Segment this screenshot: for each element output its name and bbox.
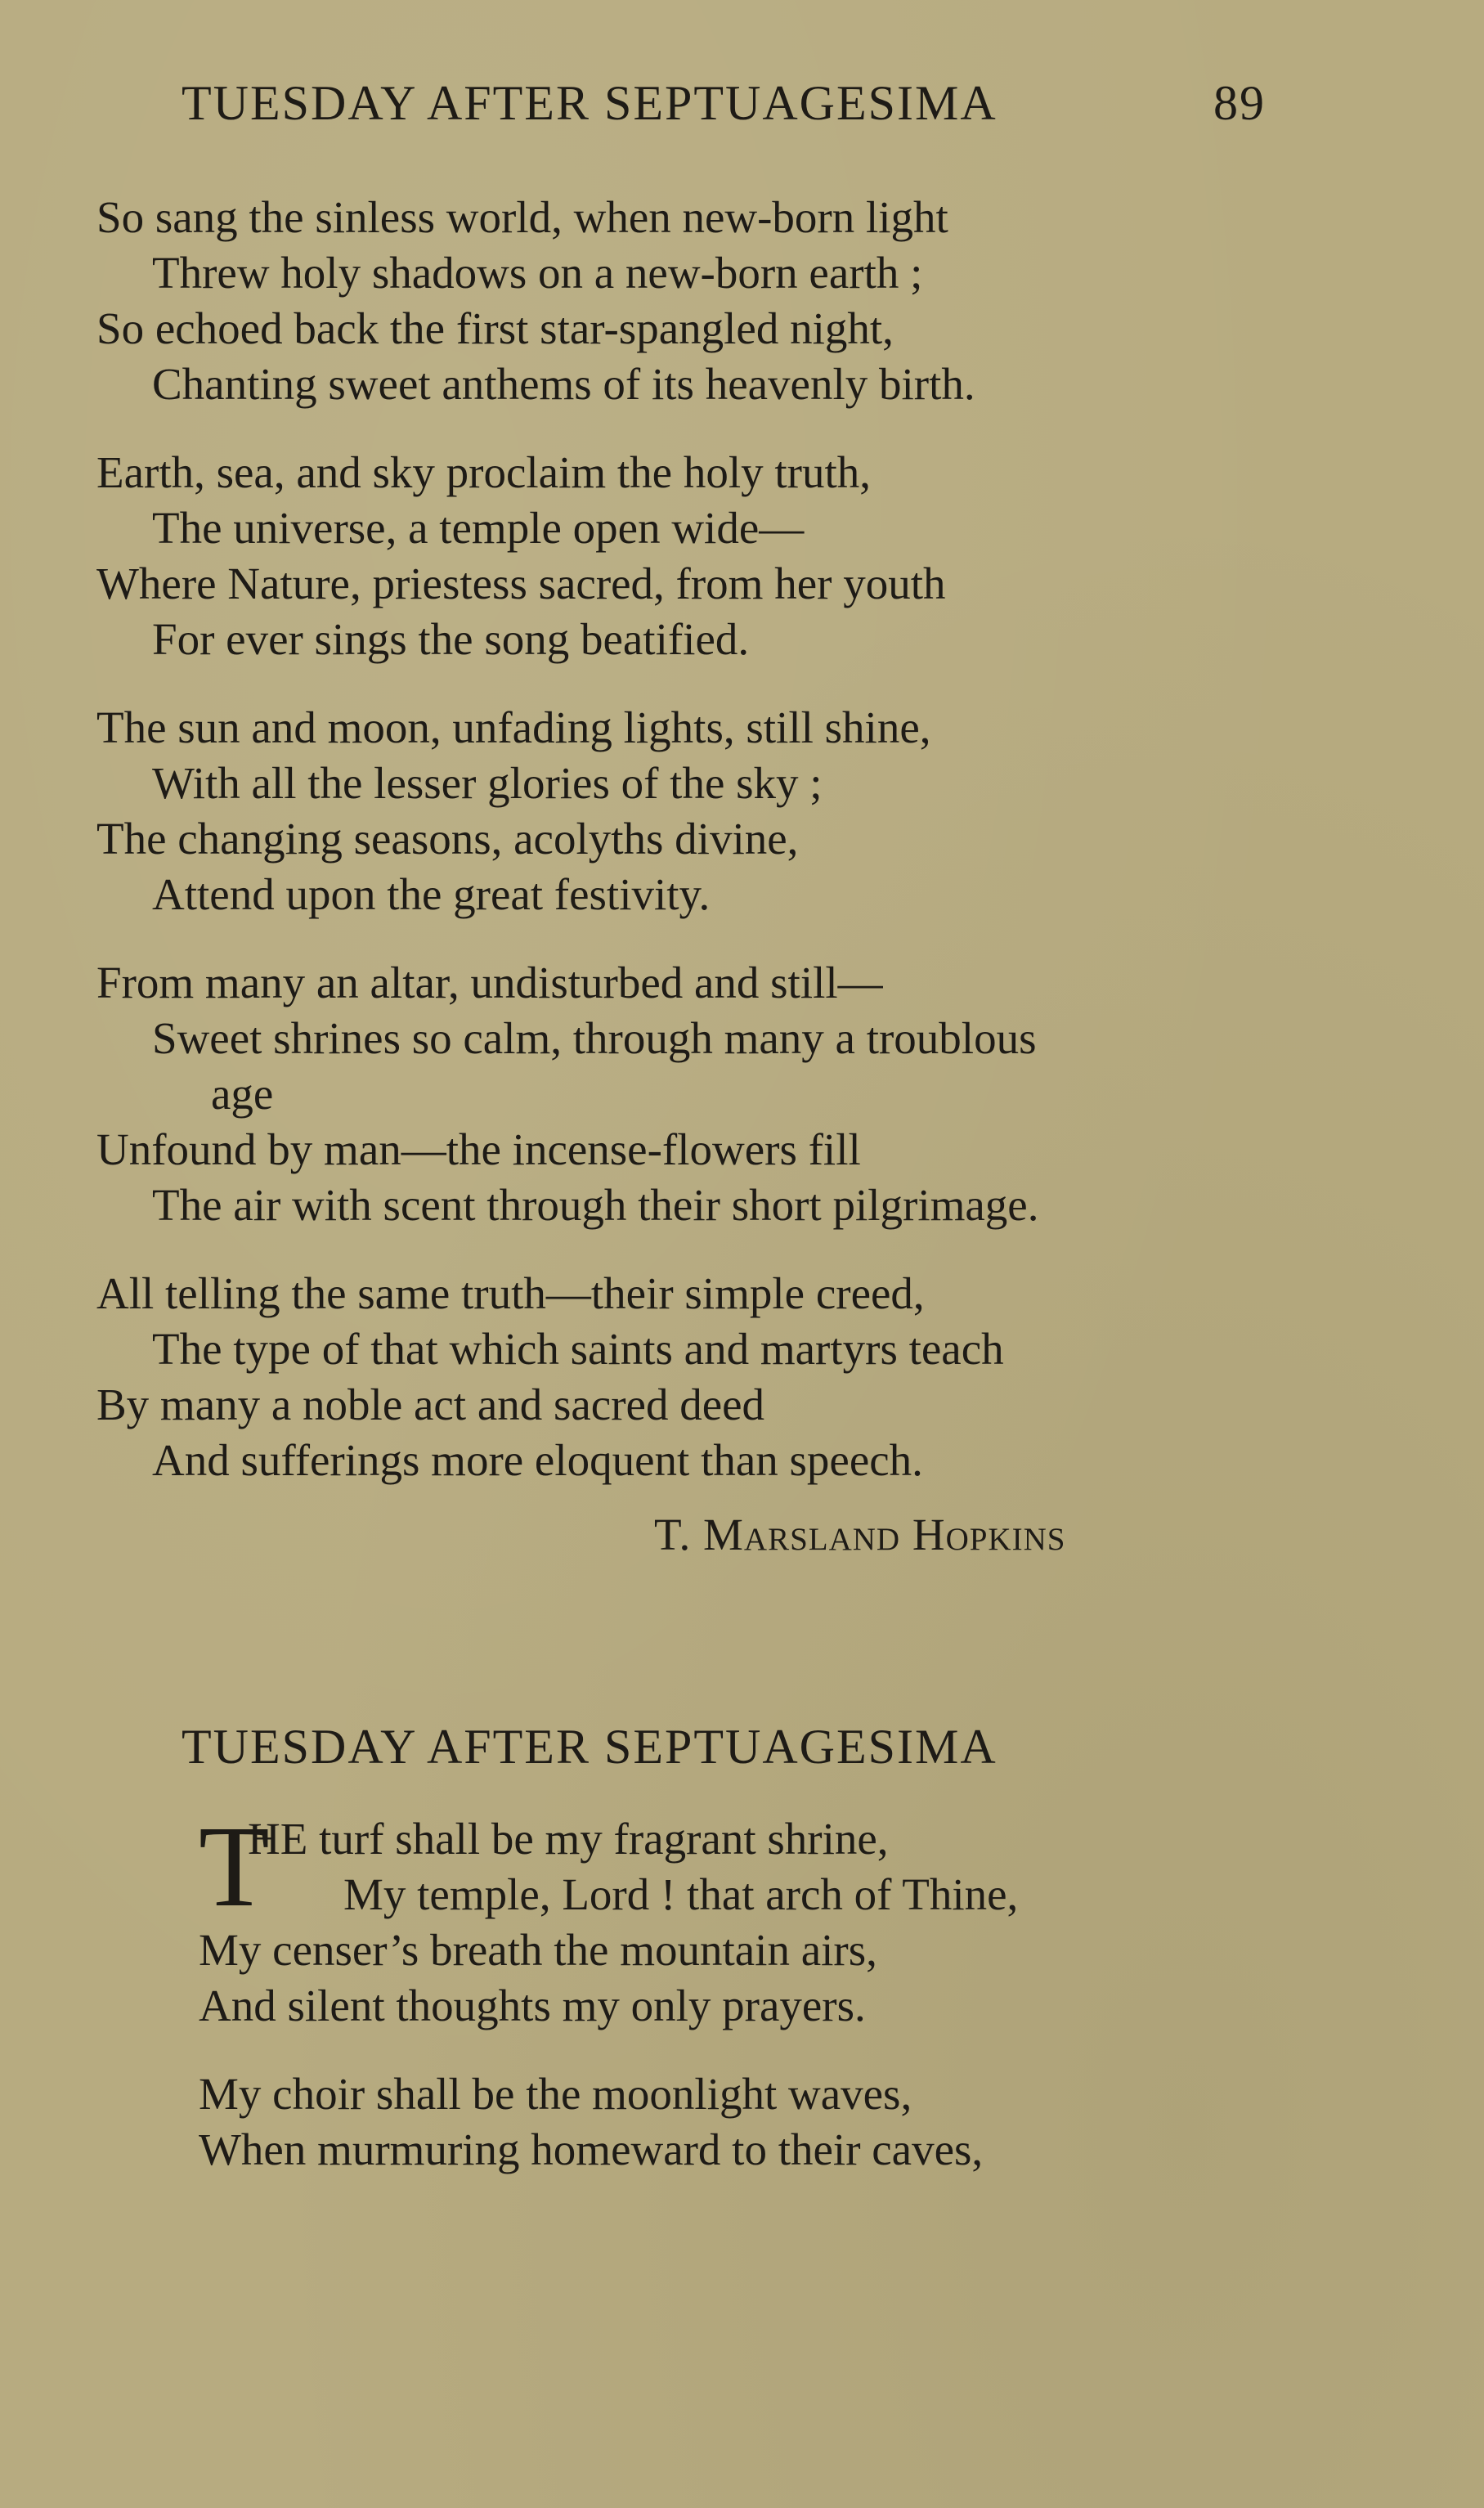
verse-line: With all the lesser glories of the sky ;	[152, 758, 823, 808]
poem-two	[199, 1801, 1019, 2210]
verse-line: When murmuring homeward to their caves,	[199, 2124, 984, 2174]
verse-line: Sweet shrines so calm, through many a troublous	[152, 1013, 1037, 1063]
verse-line: The changing seasons, acolyths divine,	[96, 814, 799, 864]
verse-line: The type of that which saints and martyrs teach	[152, 1324, 1004, 1374]
poem-one	[96, 190, 1038, 1521]
poem-attribution: T. Marsland Hopkins	[654, 1510, 1066, 1559]
stanza	[96, 700, 1038, 922]
verse-line: Attend upon the great festivity.	[152, 869, 711, 919]
verse-line: HE turf shall be my fragrant shrine,	[248, 1814, 889, 1864]
verse-line: For ever sings the song beatified.	[152, 614, 750, 664]
page-number: 89	[1213, 76, 1266, 130]
verse-line: Chanting sweet anthems of its heavenly birth.	[152, 359, 975, 409]
stanza	[96, 955, 1038, 1233]
stanza	[199, 1801, 1019, 2034]
verse-line: And silent thoughts my only prayers.	[199, 1981, 866, 2030]
stanza	[199, 2066, 1018, 2178]
verse-line: Unfound by man—the incense-flowers fill	[96, 1124, 861, 1174]
running-head-title: TUESDAY AFTER SEPTUAGESIMA	[182, 76, 998, 130]
stanza	[96, 190, 1038, 412]
verse-line: So echoed back the first star-spangled night,	[96, 303, 894, 353]
verse-line: My temple, Lord ! that arch of Thine,	[343, 1869, 1019, 1919]
section-title: TUESDAY AFTER SEPTUAGESIMA	[182, 1720, 998, 1774]
verse-line: Where Nature, priestess sacred, from her youth	[96, 559, 946, 608]
verse-line: My choir shall be the moonlight waves,	[199, 2069, 912, 2119]
verse-line: Earth, sea, and sky proclaim the holy truth,	[96, 447, 871, 497]
verse-line: So sang the sinless world, when new-born light	[96, 192, 948, 242]
drop-cap: T	[199, 1801, 270, 1931]
verse-line: From many an altar, undisturbed and still—	[96, 958, 883, 1007]
verse-line: By many a noble act and sacred deed	[96, 1380, 765, 1429]
verse-line: Threw holy shadows on a new-born earth ;	[152, 248, 923, 298]
verse-line: My censer’s breath the mountain airs,	[199, 1925, 877, 1975]
verse-line: age	[211, 1069, 274, 1119]
verse-line: And sufferings more eloquent than speech.	[152, 1435, 923, 1485]
verse-line: The sun and moon, unfading lights, still shine,	[96, 702, 931, 752]
stanza	[96, 445, 1038, 667]
verse-line: All telling the same truth—their simple creed,	[96, 1268, 925, 1318]
verse-line: The universe, a temple open wide—	[152, 503, 805, 553]
stanza	[96, 1266, 1038, 1488]
verse-line: The air with scent through their short pilgrimage.	[152, 1180, 1039, 1230]
